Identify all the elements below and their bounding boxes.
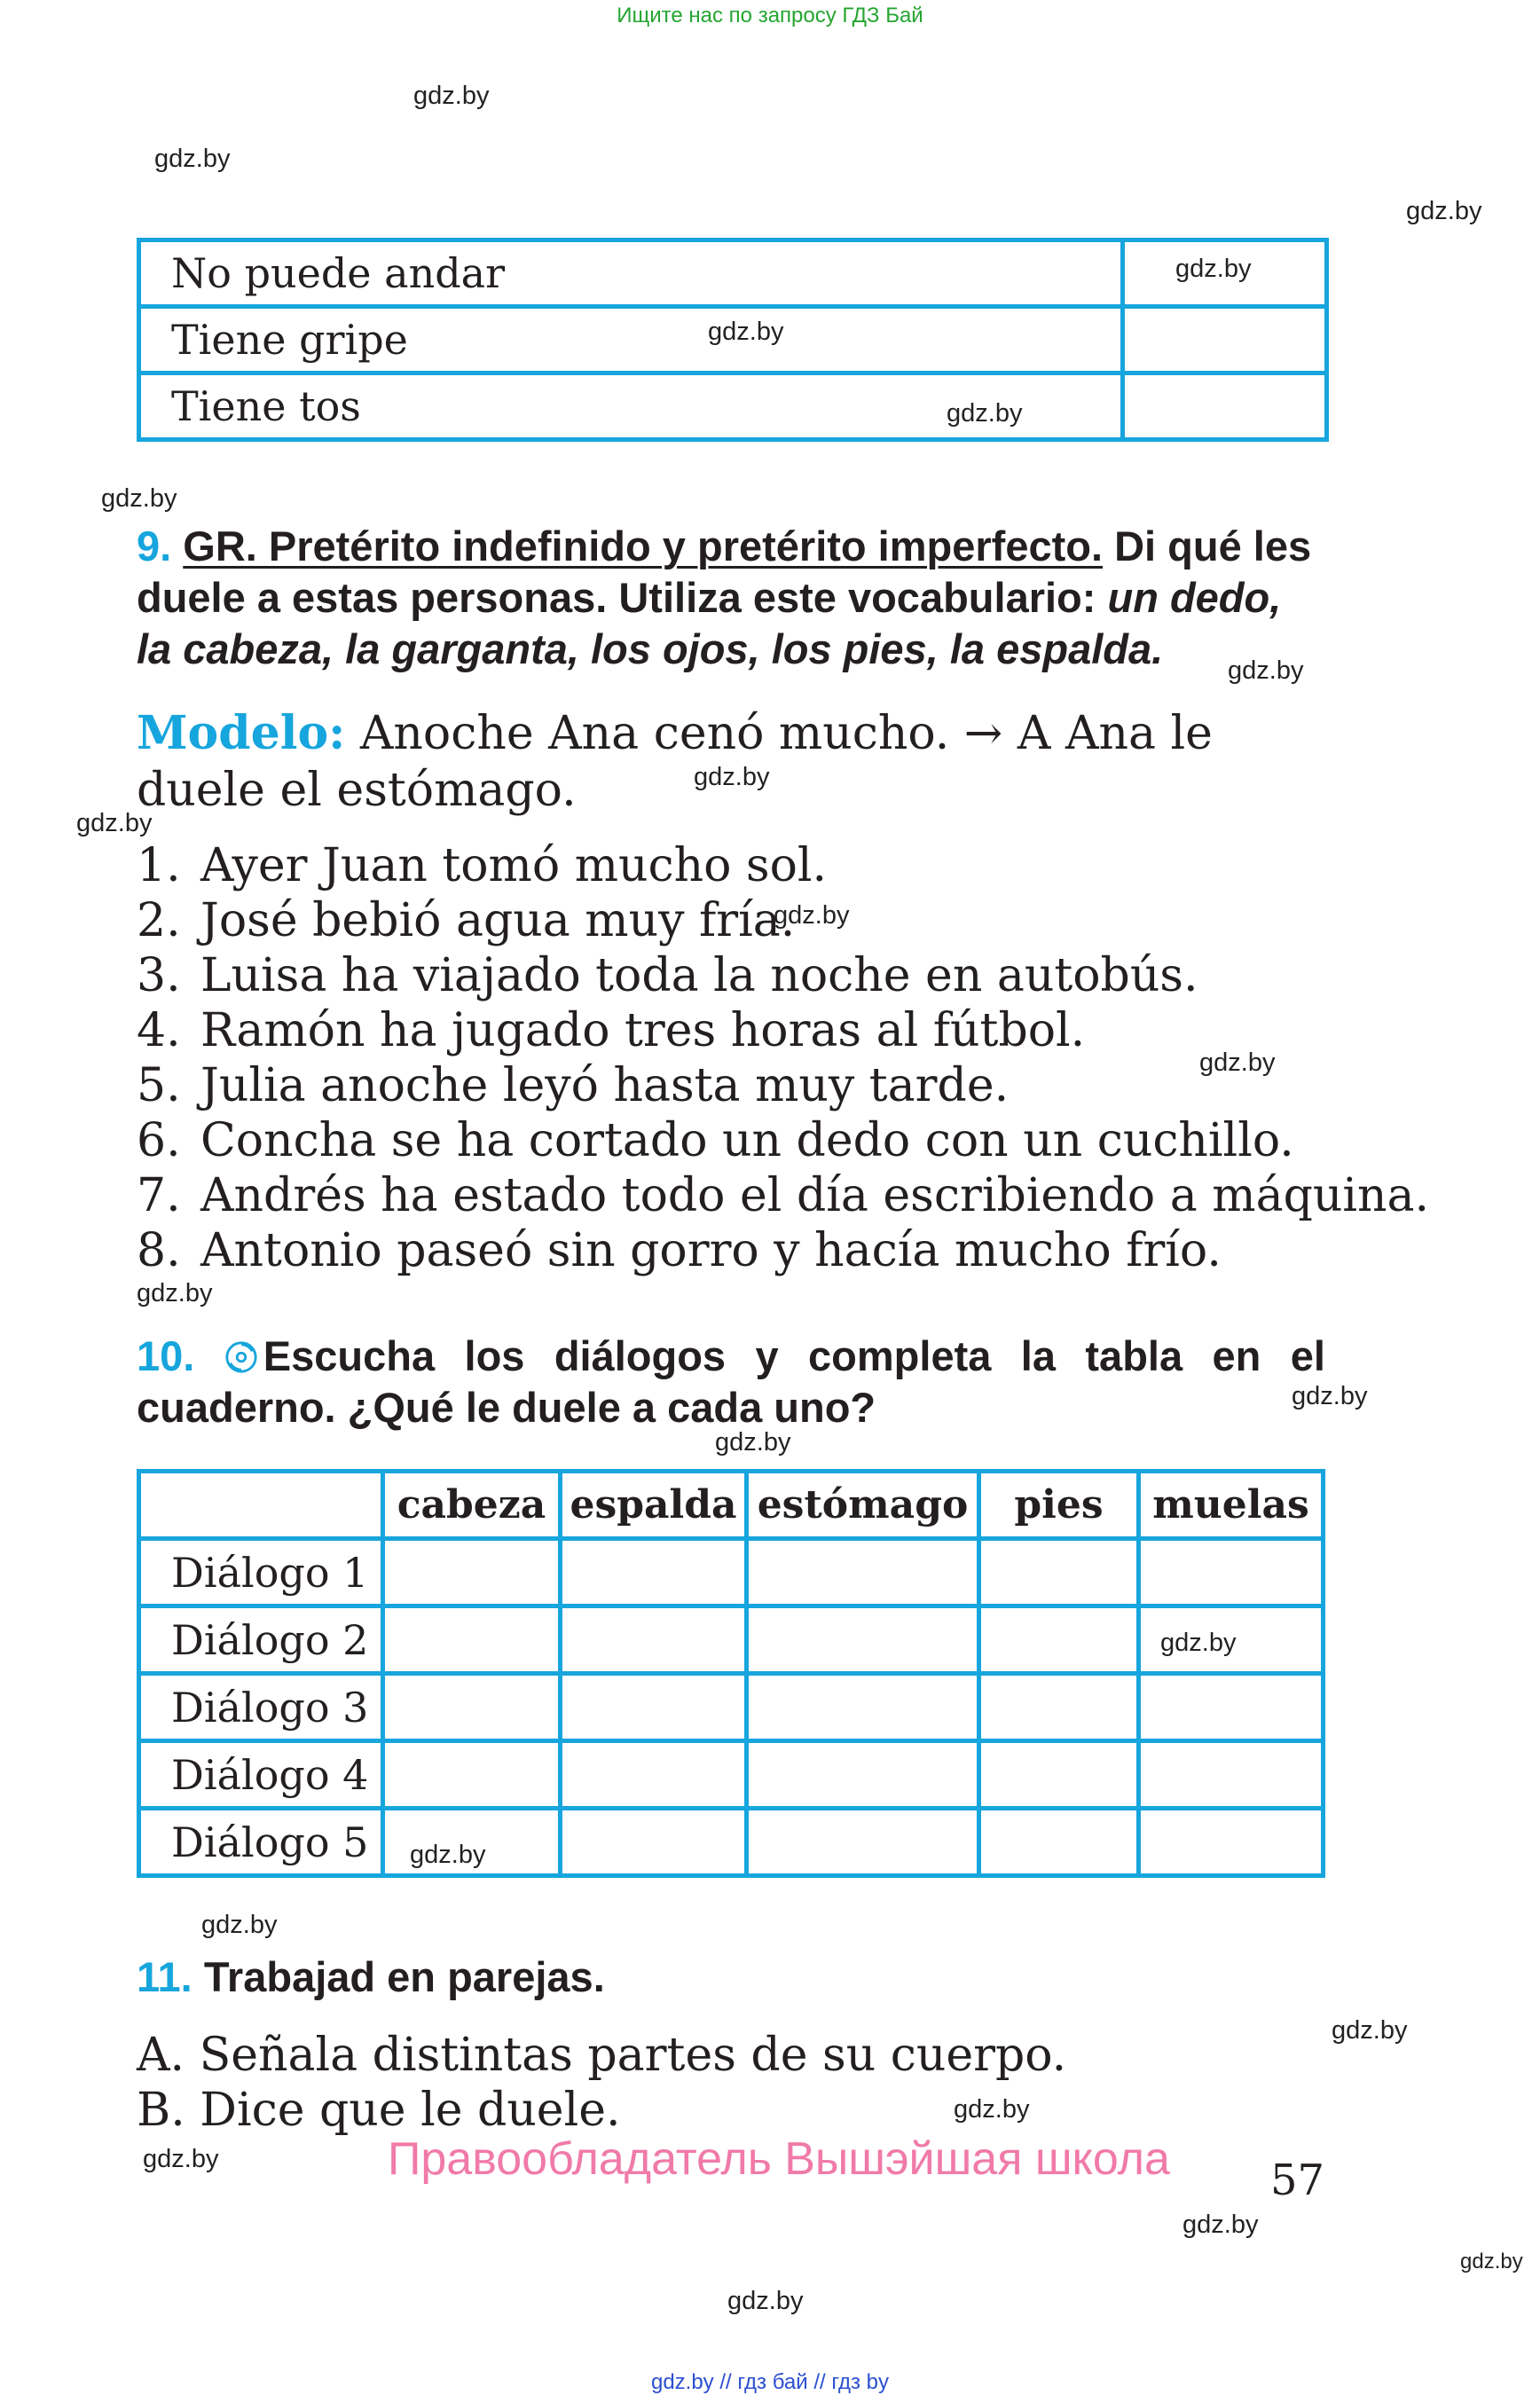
table-cell-empty — [1139, 1809, 1324, 1876]
table-header-row — [139, 1472, 1324, 1539]
copyright-notice: Правообладатель Вышэйшая школа — [388, 2133, 1170, 2185]
instruction-text: Escucha los diálogos y completa la tabla en el cuaderno. ¿Qué le duele a cada uno? — [137, 1332, 1325, 1431]
item-text: Andrés ha estado todo el día escribiendo a máquina. — [200, 1169, 1430, 1222]
item-number: 4. — [137, 1004, 181, 1057]
watermark: gdz.by — [1175, 255, 1252, 283]
list-item — [137, 1058, 1009, 1113]
table-cell-empty — [1123, 373, 1327, 440]
watermark: gdz.by — [715, 1428, 791, 1457]
watermark: gdz.by — [201, 1911, 278, 1939]
watermark: gdz.by — [694, 763, 770, 791]
column-header: pies — [979, 1472, 1139, 1539]
table-row — [139, 1809, 1324, 1876]
list-item — [137, 1168, 1429, 1223]
table-cell-empty — [1139, 1606, 1324, 1674]
table-row — [139, 1741, 1324, 1809]
exercise-number: 9. — [137, 522, 172, 569]
watermark: gdz.by — [708, 318, 784, 346]
watermark: gdz.by — [774, 901, 850, 930]
table-cell-empty — [1139, 1539, 1324, 1606]
table-cell-empty — [561, 1606, 747, 1674]
table-cell-empty — [561, 1809, 747, 1876]
grammar-title: GR. Pretérito indefinido y pretérito imperfecto. — [183, 522, 1104, 569]
table-row — [139, 373, 1327, 440]
row-header: Diálogo 2 — [139, 1606, 383, 1674]
row-header: Diálogo 4 — [139, 1741, 383, 1809]
table-cell-empty — [747, 1606, 979, 1674]
item-number: 8. — [137, 1224, 181, 1277]
table-cell-empty — [561, 1674, 747, 1741]
exercise-9-instruction — [137, 521, 1325, 675]
watermark: gdz.by — [143, 2145, 219, 2173]
exercise-number: 10. — [137, 1332, 195, 1379]
table-cell-empty — [561, 1741, 747, 1809]
watermark: gdz.by — [954, 2095, 1030, 2124]
table-cell-empty — [383, 1606, 561, 1674]
list-item: A. Señala distintas partes de su cuerpo. — [137, 2029, 1067, 2082]
list-item — [137, 1003, 1085, 1058]
table-row — [139, 1674, 1324, 1741]
table-cell-empty — [383, 1809, 561, 1876]
table-cell: Tiene tos — [139, 373, 1123, 440]
column-header: muelas — [1139, 1472, 1324, 1539]
watermark: gdz.by — [1406, 197, 1482, 225]
item-number: 2. — [137, 894, 181, 947]
table-cell-empty — [979, 1539, 1139, 1606]
item-text: Antonio paseó sin gorro y hacía mucho frío. — [200, 1224, 1222, 1277]
watermark: gdz.by — [1199, 1048, 1276, 1077]
watermark: gdz.by — [101, 484, 177, 513]
dialogues-table — [137, 1469, 1325, 1878]
bottom-links: gdz.by // гдз бай // гдз by — [650, 2370, 890, 2394]
table-cell: No puede andar — [139, 240, 1123, 307]
list-item: B. Dice que le duele. — [137, 2084, 621, 2137]
watermark: gdz.by — [1460, 2250, 1523, 2273]
table-cell-empty — [1123, 240, 1327, 307]
model-label: Modelo: — [137, 706, 346, 760]
table-cell-empty — [747, 1809, 979, 1876]
watermark: gdz.by — [413, 82, 490, 110]
item-text: José bebió agua muy fría. — [200, 894, 796, 947]
item-text: Luisa ha viajado toda la noche en autobús. — [200, 949, 1198, 1002]
model-example — [137, 705, 1325, 819]
watermark: gdz.by — [410, 1841, 486, 1869]
table-cell-empty — [979, 1741, 1139, 1809]
vocabulary-list: un dedo, la cabeza, la garganta, los ojos, los pies, la espalda. — [137, 574, 1282, 672]
item-number: 1. — [137, 839, 181, 892]
top-search-note: Ищите нас по запросу ГДЗ Бай — [617, 4, 923, 27]
row-header: Diálogo 1 — [139, 1539, 383, 1606]
table-cell-empty — [747, 1741, 979, 1809]
item-number: 7. — [137, 1169, 181, 1222]
exercise-number: 11. — [137, 1953, 192, 2000]
instruction-text: Di qué les duele a estas personas. Utiliza este vocabulario: — [137, 522, 1312, 621]
table-cell-empty — [1139, 1741, 1324, 1809]
table-row — [139, 307, 1327, 373]
list-item — [137, 893, 795, 948]
item-text: Ayer Juan tomó mucho sol. — [200, 839, 828, 892]
table-cell-empty — [1139, 1674, 1324, 1741]
watermark: gdz.by — [1332, 2016, 1408, 2045]
row-header: Diálogo 5 — [139, 1809, 383, 1876]
table-row — [139, 240, 1327, 307]
table-cell-empty — [979, 1606, 1139, 1674]
column-header: espalda — [561, 1472, 747, 1539]
list-item — [137, 1113, 1294, 1168]
watermark: gdz.by — [154, 145, 231, 173]
watermark: gdz.by — [76, 809, 153, 837]
watermark: gdz.by — [1182, 2211, 1259, 2239]
item-number: 3. — [137, 949, 181, 1002]
watermark: gdz.by — [947, 399, 1023, 428]
item-text: Julia anoche leyó hasta muy tarde. — [200, 1059, 1010, 1112]
table-cell: Tiene gripe — [139, 307, 1123, 373]
table-cell-empty — [747, 1674, 979, 1741]
table-header-empty — [139, 1472, 383, 1539]
watermark: gdz.by — [1228, 656, 1304, 685]
model-text: Anoche Ana cenó mucho. → A Ana le duele el estómago. — [137, 707, 1213, 817]
list-item — [137, 948, 1198, 1003]
table-cell-empty — [979, 1809, 1139, 1876]
watermark: gdz.by — [1160, 1629, 1237, 1657]
item-number: 5. — [137, 1059, 181, 1112]
column-header: cabeza — [383, 1472, 561, 1539]
instruction-text: Trabajad en parejas. — [203, 1953, 605, 2000]
page-number: 57 — [1270, 2156, 1325, 2205]
table-cell-empty — [979, 1674, 1139, 1741]
watermark: gdz.by — [137, 1279, 213, 1308]
table-row — [139, 1539, 1324, 1606]
table-cell-empty — [1123, 307, 1327, 373]
item-text: Concha se ha cortado un dedo con un cuchillo. — [200, 1114, 1294, 1167]
watermark: gdz.by — [727, 2287, 804, 2315]
cd-icon — [224, 1340, 258, 1374]
item-number: 6. — [137, 1114, 181, 1167]
watermark: gdz.by — [1292, 1382, 1368, 1410]
table-cell-empty — [747, 1539, 979, 1606]
table-row — [139, 1606, 1324, 1674]
list-item — [137, 838, 827, 893]
table-cell-empty — [561, 1539, 747, 1606]
symptoms-table — [137, 238, 1329, 442]
row-header: Diálogo 3 — [139, 1674, 383, 1741]
exercise-11-instruction — [137, 1951, 605, 2003]
table-cell-empty — [383, 1539, 561, 1606]
table-cell-empty — [383, 1674, 561, 1741]
column-header: estómago — [747, 1472, 979, 1539]
table-cell-empty — [383, 1741, 561, 1809]
exercise-10-instruction — [137, 1331, 1325, 1433]
item-text: Ramón ha jugado tres horas al fútbol. — [200, 1004, 1086, 1057]
list-item — [137, 1223, 1222, 1278]
